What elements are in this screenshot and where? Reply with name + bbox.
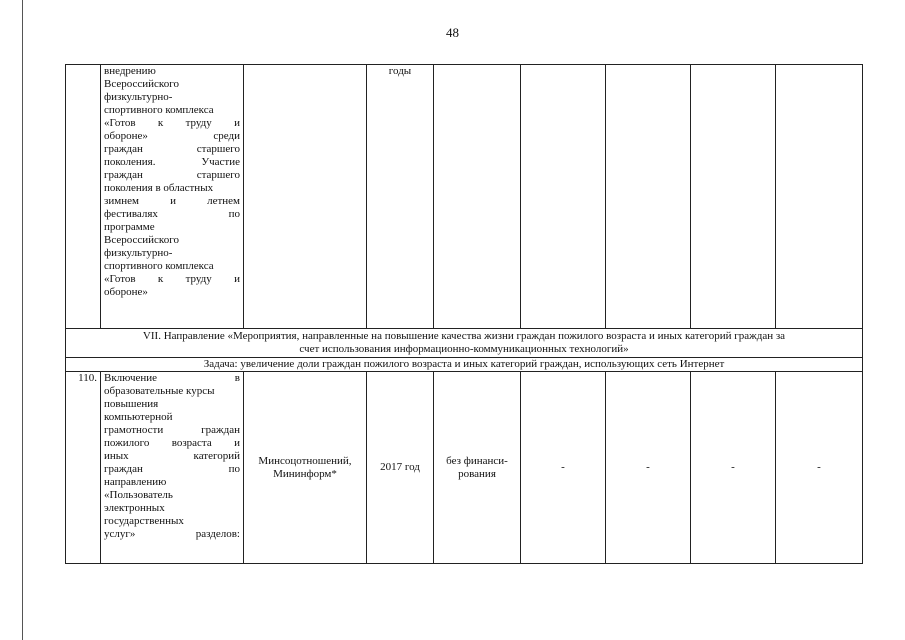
section-heading-line: VII. Направление «Мероприятия, направленные на повышение качества жизни граждан пожилого возраста и иных категорий граждан за	[142, 330, 786, 342]
description-line: «Пользователь	[104, 489, 173, 501]
cell-value-1: -	[521, 372, 606, 564]
cell-value-2	[606, 65, 691, 329]
cell-executor	[244, 65, 367, 329]
table-row	[66, 65, 863, 329]
description-line: электронных	[104, 502, 165, 514]
description-line: граждан по	[104, 463, 240, 475]
page-number: 48	[446, 25, 459, 40]
description-line: спортивного комплекса	[104, 104, 214, 116]
description-line: пожилого возраста и	[104, 437, 240, 449]
task-heading: Задача: увеличение доли граждан пожилого возраста и иных категорий граждан, использующих сеть Интернет	[66, 358, 863, 372]
cell-value-4: -	[776, 372, 863, 564]
description-line: «Готов к труду и	[104, 273, 240, 285]
description-line: спортивного комплекса	[104, 260, 214, 272]
description-line: физкультурно-	[104, 247, 173, 259]
cell-number	[66, 65, 101, 329]
description-line: поколения в областных	[104, 182, 214, 194]
description-line: услуг» разделов:	[104, 528, 240, 540]
description-line: фестивалях по	[104, 208, 240, 220]
cell-funding: без финанси-рования	[434, 372, 521, 564]
task-row	[66, 358, 863, 372]
description-line: «Готов к труду и	[104, 117, 240, 129]
section-header-row	[66, 329, 863, 358]
cell-period: годы	[367, 65, 434, 329]
cell-value-4	[776, 65, 863, 329]
page-edge-line	[22, 0, 23, 640]
description-line: государственных	[104, 515, 184, 527]
description-line: иных категорий	[104, 450, 240, 462]
cell-description	[101, 65, 244, 329]
description-line: Всероссийского	[104, 78, 179, 90]
description-line: программе	[104, 221, 155, 233]
description-line: поколения. Участие	[104, 156, 240, 168]
description-line: Всероссийского	[104, 234, 179, 246]
cell-executor: Минсоцотношений, Мининформ*	[244, 372, 367, 564]
program-table	[65, 64, 863, 564]
description-line: граждан старшего	[104, 143, 240, 155]
cell-number: 110.	[66, 372, 101, 564]
cell-funding	[434, 65, 521, 329]
cell-description	[101, 372, 244, 564]
description-line: повышения	[104, 398, 159, 410]
section-heading	[66, 329, 863, 358]
description-line: компьютерной	[104, 411, 173, 423]
cell-value-1	[521, 65, 606, 329]
cell-period: 2017 год	[367, 372, 434, 564]
description-line: грамотности граждан	[104, 424, 240, 436]
description-line: внедрению	[104, 65, 156, 77]
table-row	[66, 372, 863, 564]
description-line: зимнем и летнем	[104, 195, 240, 207]
description-line: Включение в	[104, 372, 240, 384]
description-line: обороне»	[104, 286, 148, 298]
description-line: граждан старшего	[104, 169, 240, 181]
cell-value-2: -	[606, 372, 691, 564]
description-line: обороне» среди	[104, 130, 240, 142]
description-line: физкультурно-	[104, 91, 173, 103]
section-heading-line: счет использования информационно-коммуникационных технологий»	[299, 343, 629, 355]
cell-value-3: -	[691, 372, 776, 564]
cell-value-3	[691, 65, 776, 329]
description-line: направлению	[104, 476, 167, 488]
description-line: образовательные курсы	[104, 385, 215, 397]
